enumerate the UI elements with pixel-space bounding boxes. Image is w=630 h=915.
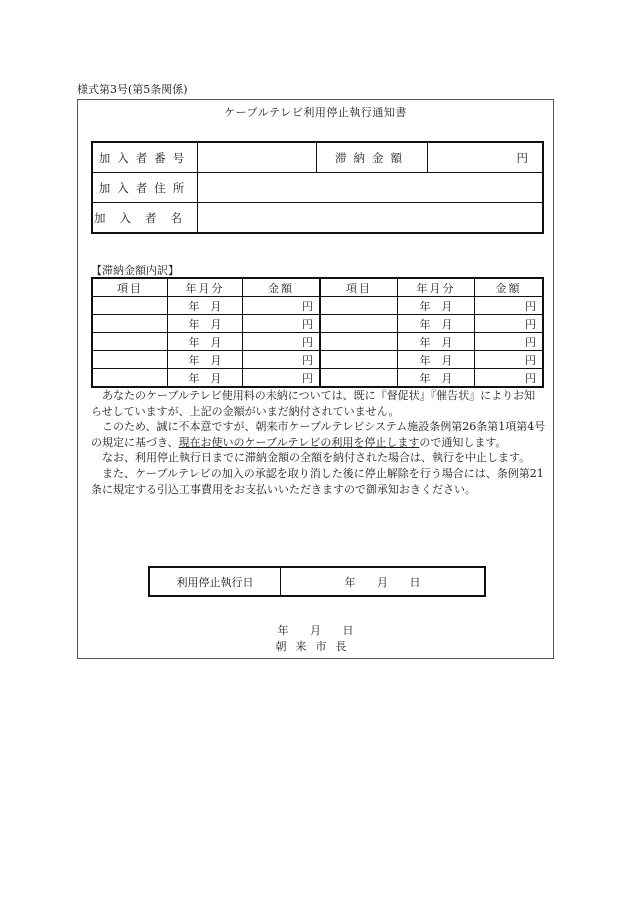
document-title: ケーブルテレビ利用停止執行通知書: [224, 106, 407, 119]
year-month-cell[interactable]: 年 月: [168, 369, 243, 388]
item-cell[interactable]: [320, 333, 398, 351]
item-cell[interactable]: [320, 351, 398, 369]
item-cell[interactable]: [92, 369, 168, 388]
subscriber-address-label: 加入者住所: [92, 173, 198, 203]
paragraph-cancel-condition: なお、利用停止執行日までに滞納金額の全額を納付された場合は、執行を中止します。: [102, 451, 531, 465]
subscriber-info-table: [91, 141, 544, 234]
paragraph-unpaid: あなたのケーブルテレビ使用料の未納については、既に『督促状』『催告状』によりお知らせしていますが、上記の金額がいまだ納付されていません。: [91, 389, 536, 418]
amount-cell[interactable]: 円: [243, 351, 321, 369]
year-month-cell[interactable]: 年 月: [398, 333, 475, 351]
issue-date: 年 月 日: [277, 624, 354, 637]
breakdown-title: 【滞納金額内訳】: [91, 264, 179, 277]
suspension-text-after: ので通知します。: [419, 435, 507, 449]
issuer-name: 朝来市長: [275, 640, 356, 653]
year-month-cell[interactable]: 年 月: [398, 297, 475, 315]
amount-cell[interactable]: 円: [475, 315, 544, 333]
notice-body: [91, 388, 546, 497]
year-month-cell[interactable]: 年 月: [168, 315, 243, 333]
subscriber-number-field[interactable]: [198, 142, 317, 173]
item-cell[interactable]: [92, 333, 168, 351]
year-month-cell[interactable]: 年 月: [398, 315, 475, 333]
header-item: 項目: [320, 278, 398, 297]
header-amount: 金額: [475, 278, 544, 297]
info-row-address: [92, 173, 543, 203]
subscriber-name-field[interactable]: [198, 203, 544, 234]
execution-date-row: [149, 567, 485, 596]
year-month-cell[interactable]: 年 月: [168, 333, 243, 351]
form-number-label: 様式第3号(第5条関係): [77, 83, 188, 96]
amount-cell[interactable]: 円: [475, 297, 544, 315]
suspension-text-before: このため、誠に不本意ですが、朝来市ケーブルテレビシステム施設条例第26条第1項第4号の規定に基づき、: [91, 420, 546, 449]
item-cell[interactable]: [92, 297, 168, 315]
subscriber-name-label: 加入者名: [92, 203, 198, 234]
header-year-month: 年月分: [398, 278, 475, 297]
info-row-number: [92, 142, 543, 173]
execution-date-field[interactable]: 年 月 日: [281, 567, 486, 596]
item-cell[interactable]: [92, 315, 168, 333]
arrears-breakdown-table: [91, 277, 544, 388]
table-row: [92, 369, 543, 388]
amount-cell[interactable]: 円: [243, 369, 321, 388]
document-frame: [77, 99, 554, 659]
execution-date-label: 利用停止執行日: [149, 567, 281, 596]
header-amount: 金額: [243, 278, 321, 297]
amount-cell[interactable]: 円: [243, 333, 321, 351]
paragraph-suspension: [91, 419, 546, 450]
paragraph-reconnection-fee: また、ケーブルテレビの加入の承認を取り消した後に停止解除を行う場合には、条例第21条に規定する引込工事費用をお支払いいただきますので御承知おきください。: [91, 466, 544, 496]
suspension-text-underlined: 現在お使いのケーブルテレビの利用を停止します: [178, 435, 420, 449]
amount-cell[interactable]: 円: [475, 351, 544, 369]
item-cell[interactable]: [320, 369, 398, 388]
table-row: [92, 333, 543, 351]
amount-cell[interactable]: 円: [243, 297, 321, 315]
item-cell[interactable]: [92, 351, 168, 369]
execution-date-table: [148, 566, 486, 597]
table-row: [92, 315, 543, 333]
header-item: 項目: [92, 278, 168, 297]
subscriber-address-field[interactable]: [198, 173, 544, 203]
year-month-cell[interactable]: 年 月: [398, 351, 475, 369]
info-row-name: [92, 203, 543, 234]
arrears-amount-field[interactable]: [428, 142, 544, 173]
breakdown-header-row: [92, 278, 543, 297]
year-month-cell[interactable]: 年 月: [168, 351, 243, 369]
item-cell[interactable]: [320, 297, 398, 315]
year-month-cell[interactable]: 年 月: [398, 369, 475, 388]
table-row: [92, 297, 543, 315]
subscriber-number-label: 加入者番号: [92, 142, 198, 173]
arrears-amount-label: 滞納金額: [317, 142, 428, 173]
item-cell[interactable]: [320, 315, 398, 333]
year-month-cell[interactable]: 年 月: [168, 297, 243, 315]
yen-unit: 円: [516, 150, 528, 165]
amount-cell[interactable]: 円: [475, 369, 544, 388]
table-row: [92, 351, 543, 369]
amount-cell[interactable]: 円: [475, 333, 544, 351]
amount-cell[interactable]: 円: [243, 315, 321, 333]
header-year-month: 年月分: [168, 278, 243, 297]
